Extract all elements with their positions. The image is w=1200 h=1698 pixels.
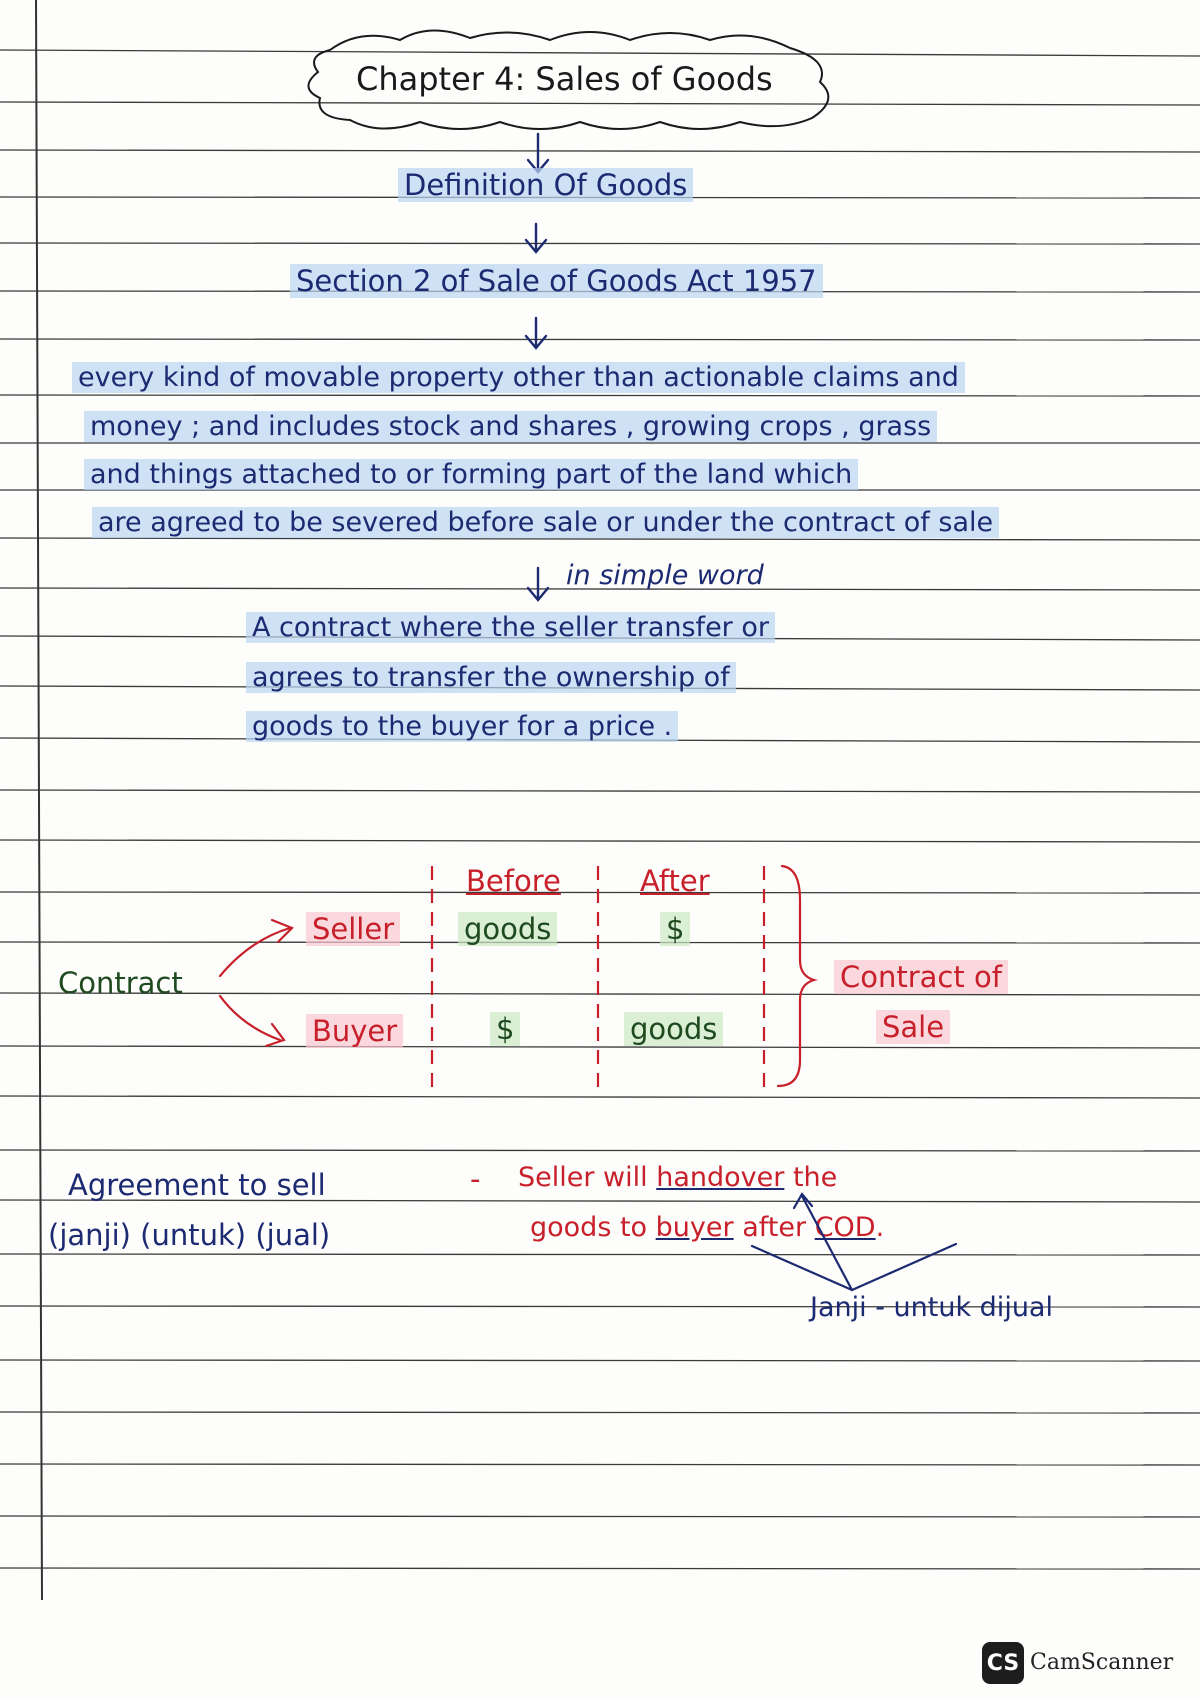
simple-definition-line: agrees to transfer the ownership of	[246, 662, 736, 693]
seller-after-value: $	[660, 912, 690, 946]
definition-line: and things attached to or forming part of the land which	[84, 459, 858, 490]
buyer-after-value: goods	[624, 1012, 723, 1046]
agreement-dash: -	[470, 1162, 481, 1196]
after-column-header: After	[640, 864, 710, 898]
definition-heading: Definition Of Goods	[398, 168, 693, 202]
janji-note: Janji - untuk dijual	[810, 1292, 1053, 1323]
agreement-translation: (janji) (untuk) (jual)	[48, 1218, 331, 1252]
page-title: Chapter 4: Sales of Goods	[356, 60, 773, 98]
definition-line: are agreed to be severed before sale or under the contract of sale	[92, 507, 999, 538]
buyer-before-value: $	[490, 1012, 520, 1046]
contract-of-sale-label: Sale	[876, 1010, 950, 1044]
camscanner-logo-icon: CS	[982, 1642, 1024, 1684]
simple-definition-line: goods to the buyer for a price .	[246, 711, 678, 742]
camscanner-brand: CamScanner	[1030, 1650, 1174, 1675]
contract-label: Contract	[58, 966, 183, 1000]
definition-line: every kind of movable property other than actionable claims and	[72, 362, 965, 393]
definition-line: money ; and includes stock and shares , growing crops , grass	[84, 411, 937, 442]
buyer-label: Buyer	[306, 1014, 403, 1048]
agreement-term: Agreement to sell	[68, 1168, 326, 1202]
section-heading: Section 2 of Sale of Goods Act 1957	[290, 264, 823, 298]
agreement-description-line: goods to buyer after COD.	[530, 1212, 885, 1243]
seller-label: Seller	[306, 912, 400, 946]
simple-word-label: in simple word	[566, 560, 764, 591]
agreement-description-line: Seller will handover the	[518, 1162, 838, 1193]
contract-of-sale-label: Contract of	[834, 960, 1008, 994]
seller-before-value: goods	[458, 912, 557, 946]
simple-definition-line: A contract where the seller transfer or	[246, 612, 775, 643]
before-column-header: Before	[466, 864, 561, 898]
